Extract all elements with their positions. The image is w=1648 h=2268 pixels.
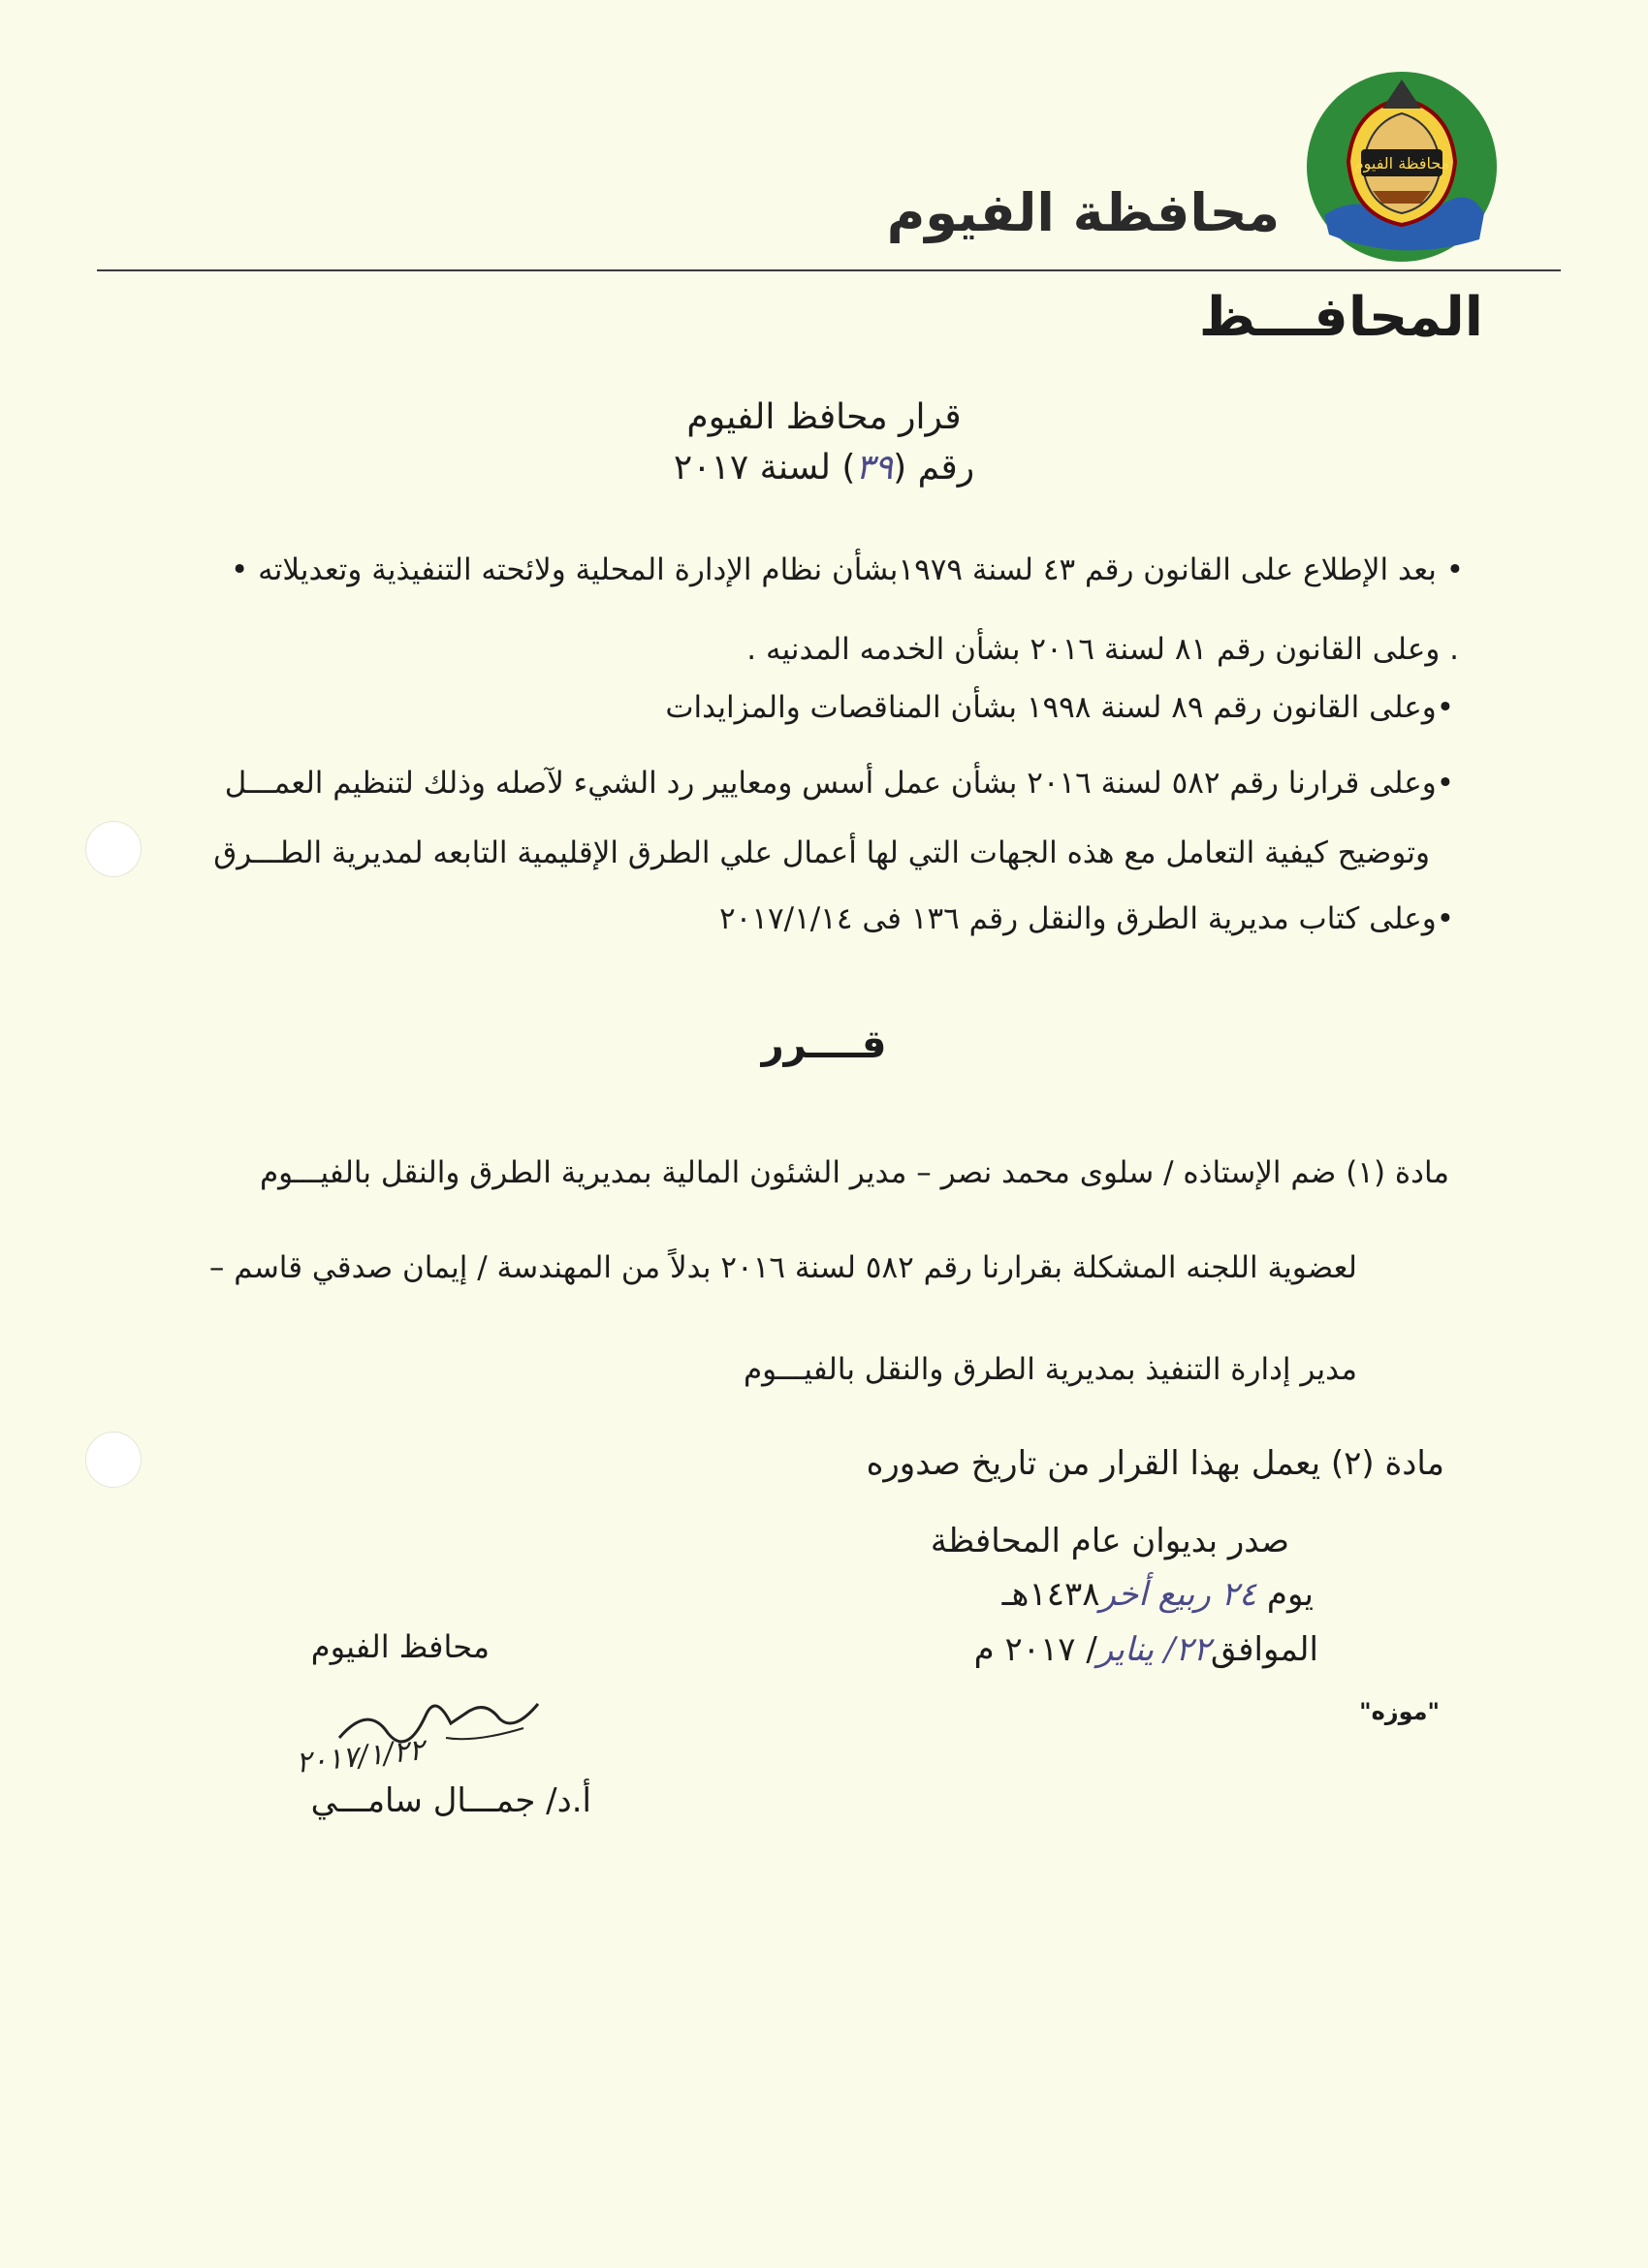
issued-at: صدر بديوان عام المحافظة: [930, 1522, 1289, 1560]
decided-heading: قــــرر: [761, 1023, 887, 1067]
governorate-logo: [1305, 70, 1499, 264]
logo-text: محافظة الفيوم: [1353, 154, 1450, 173]
decree-number-handwritten: ٣٩: [855, 448, 894, 488]
header-divider: [97, 269, 1561, 271]
hijri-day-handwritten: ٢٤ ربيع أخر: [1099, 1575, 1257, 1614]
recital-3: •وعلى القانون رقم ٨٩ لسنة ١٩٩٨ بشأن المناقصات والمزايدات: [665, 690, 1454, 725]
decree-number-suffix: ) لسنة ٢٠١٧: [673, 448, 856, 488]
punch-hole: [85, 821, 142, 877]
gregorian-year: / ٢٠١٧ م: [973, 1630, 1097, 1669]
day-label: يوم: [1266, 1575, 1314, 1614]
decree-title: قرار محافظ الفيوم: [686, 397, 962, 437]
recital-4: •وعلى قرارنا رقم ٥٨٢ لسنة ٢٠١٦ بشأن عمل أسس ومعايير رد الشيء لآصله وذلك لتنظيم العمـــل: [224, 766, 1454, 801]
article-2: مادة (٢) يعمل بهذا القرار من تاريخ صدوره: [866, 1444, 1444, 1483]
punch-hole: [85, 1432, 142, 1488]
recital-2: . وعلى القانون رقم ٨١ لسنة ٢٠١٦ بشأن الخدمه المدنيه .: [746, 632, 1459, 667]
recital-1: • بعد الإطلاع على القانون رقم ٤٣ لسنة ١٩٧٩بشأن نظام الإدارة المحلية ولائحته التنفيذية وتعديلاته •: [231, 552, 1464, 587]
recital-6: •وعلى كتاب مديرية الطرق والنقل رقم ١٣٦ فى ٢٠١٧/١/١٤: [719, 901, 1454, 936]
gregorian-date: [974, 1630, 1318, 1669]
article-1-line-3: مدير إدارة التنفيذ بمديرية الطرق والنقل بالفيـــوم: [743, 1352, 1357, 1387]
article-1-line-1: مادة (١) ضم الإستاذه / سلوى محمد نصر – مدير الشئون المالية بمديرية الطرق والنقل بالفيـــوم: [259, 1155, 1449, 1190]
article-1-line-2: لعضوية اللجنه المشكلة بقرارنا رقم ٥٨٢ لسنة ٢٠١٦ بدلاً من المهندسة / إيمان صدقي قاسم –: [208, 1250, 1357, 1285]
decree-number-prefix: رقم (: [893, 448, 975, 488]
signature-date-handwritten: ٢٠١٧/١/٢٢: [294, 1733, 427, 1780]
recital-5: وتوضيح كيفية التعامل مع هذه الجهات التي لها أعمال علي الطرق الإقليمية التابعه لمديرية الطـــرق: [213, 835, 1430, 870]
hijri-date: [1002, 1575, 1314, 1614]
signatory-name: أ.د/ جمـــال سامـــي: [310, 1781, 591, 1820]
organization-title: محافظة الفيوم: [886, 182, 1280, 243]
governor-heading: المحافـــظ: [1198, 286, 1483, 349]
signatory-title: محافظ الفيوم: [310, 1628, 490, 1665]
decree-number: [0, 448, 1648, 488]
agreed-label: الموافق: [1210, 1630, 1318, 1669]
gregorian-day-handwritten: ٢٢/ يناير: [1096, 1630, 1211, 1669]
hijri-year: ١٤٣٨هـ: [1001, 1575, 1100, 1614]
distribution-note: "موزه": [1359, 1698, 1440, 1725]
